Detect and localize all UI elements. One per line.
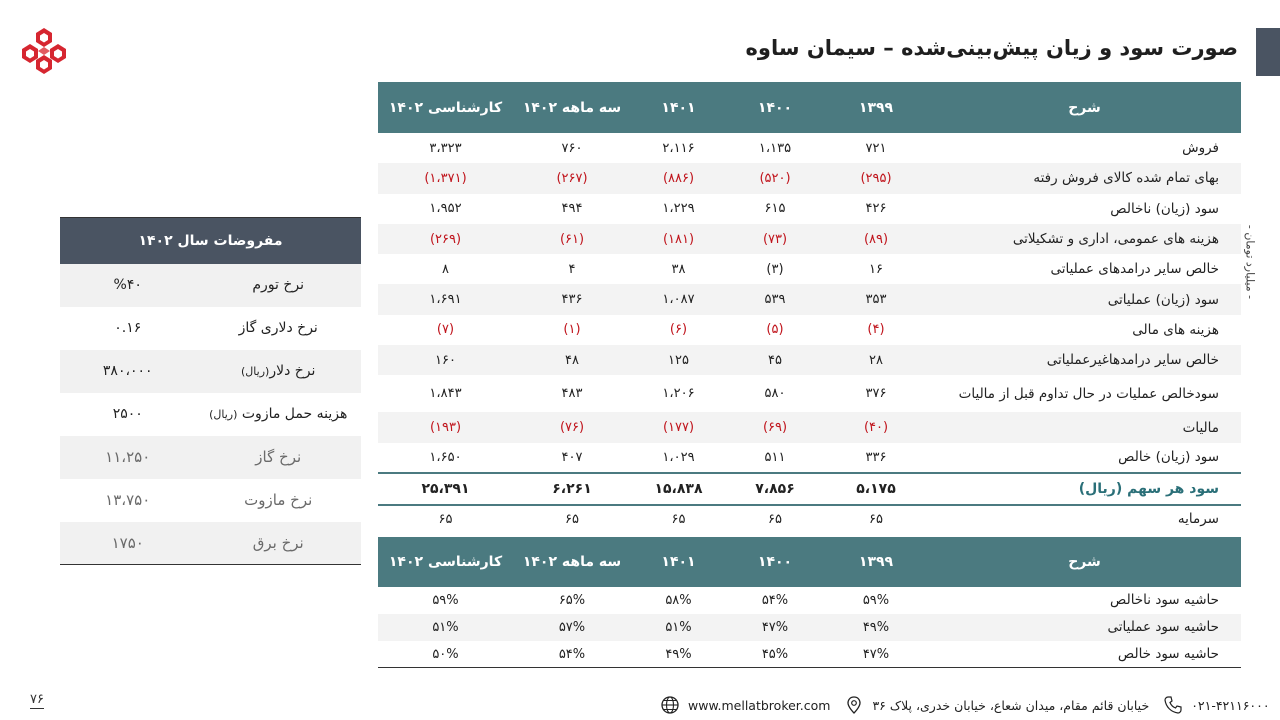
cell: ۵۱% xyxy=(631,614,726,641)
row-label: هزینه های مالی xyxy=(1132,321,1219,338)
cell: (۶۱) xyxy=(513,224,631,254)
cell: ۱،۰۸۷ xyxy=(631,284,726,314)
cell: ۶۵% xyxy=(558,592,586,608)
cell: (۶۹) xyxy=(726,412,824,442)
footer-contact xyxy=(660,694,1270,716)
cell: ۴۹% xyxy=(824,614,928,641)
cell: ۱۵،۸۳۸ xyxy=(631,473,726,505)
cell: ۴۷% xyxy=(824,641,928,668)
row-label: سود (زیان) ناخالص xyxy=(1110,200,1219,217)
row-label: هزینه های عمومی، اداری و تشکیلاتی xyxy=(928,224,1241,254)
cell: ۲۸ xyxy=(824,345,928,375)
company-logo xyxy=(20,26,68,76)
header-1400: ۱۴۰۰ xyxy=(726,82,824,133)
cell: ۲،۱۱۶ xyxy=(662,140,695,156)
cell: ۳۸ xyxy=(671,261,686,277)
cell: ۶۵ xyxy=(671,511,686,527)
cell: ۵۹% xyxy=(862,592,890,608)
table-row xyxy=(378,254,1241,284)
cell: ۲۵،۳۹۱ xyxy=(378,473,513,505)
assumption-label-cell xyxy=(195,350,361,393)
assumption-unit: (ریال) xyxy=(209,408,238,421)
title-accent-bar xyxy=(1256,28,1280,76)
header-1401: ۱۴۰۱ xyxy=(631,82,726,133)
assumption-label: نرخ برق xyxy=(195,522,361,565)
cell: ۵۴% xyxy=(513,641,631,668)
cell: ۱،۹۵۲ xyxy=(429,201,462,217)
capital-label: سرمایه xyxy=(1177,511,1219,528)
assumption-value: ۲۵۰۰ xyxy=(112,406,143,422)
website-link[interactable]: www.mellatbroker.com xyxy=(688,697,831,713)
assumption-row xyxy=(60,264,361,307)
row-label: سودخالص عملیات در حال تداوم قبل از مالیات xyxy=(958,385,1219,402)
table-header-row xyxy=(378,82,1241,133)
cell: ۵۸% xyxy=(665,592,692,608)
assumption-row xyxy=(60,436,361,479)
assumptions-table xyxy=(60,217,361,565)
cell: ۳۷۶ xyxy=(865,386,887,402)
margins-header-description: شرح xyxy=(928,535,1241,587)
assumption-value: ۳۸۰،۰۰۰ xyxy=(60,350,195,393)
table-row xyxy=(378,284,1241,314)
cell: ۴۵ xyxy=(726,345,824,375)
unit-label: - میلیارد تومان - xyxy=(1243,224,1257,300)
cell: ۳۵۳ xyxy=(824,284,928,314)
margins-header-1401: ۱۴۰۱ xyxy=(631,535,726,587)
cell: ۶۵ xyxy=(869,511,883,527)
table-row xyxy=(378,345,1241,375)
eps-label: سود هر سهم (ریال) xyxy=(928,473,1241,505)
cell: ۴۸ xyxy=(513,345,631,375)
cell: ۵۳۹ xyxy=(726,284,824,314)
page-title: صورت سود و زیان پیش‌بینی‌شده – سیمان ساوه xyxy=(745,36,1238,60)
cell: ۱،۲۲۹ xyxy=(662,201,695,217)
row-label: حاشیه سود ناخالص xyxy=(1110,592,1219,609)
header-1399: ۱۳۹۹ xyxy=(824,82,928,133)
margin-row xyxy=(378,641,1241,668)
cell: ۴۹% xyxy=(631,641,726,668)
cell: ۴ xyxy=(568,261,576,277)
table-row xyxy=(378,194,1241,224)
cell: ۱۲۵ xyxy=(631,345,726,375)
cell: (۱۸۱) xyxy=(631,224,726,254)
assumption-label: نرخ دلاری گاز xyxy=(238,320,318,336)
cell: (۱،۳۷۱) xyxy=(378,163,513,193)
cell: (۲۶۹) xyxy=(378,224,513,254)
cell: (۱) xyxy=(563,322,581,338)
location-pin-icon xyxy=(844,695,864,715)
cell: ۳۳۶ xyxy=(865,449,887,465)
assumption-value: ۰.۱۶ xyxy=(114,320,142,336)
margins-header-q1-1402: سه ماهه ۱۴۰۲ xyxy=(513,535,631,587)
cell: ۵۱% xyxy=(378,614,513,641)
assumption-row xyxy=(60,393,361,436)
cell: ۶،۲۶۱ xyxy=(513,473,631,505)
income-statement-table xyxy=(378,82,1241,668)
cell: ۵۸۰ xyxy=(764,386,786,402)
cell: ۵،۱۷۵ xyxy=(824,473,928,505)
assumption-row xyxy=(60,522,361,565)
row-label: مالیات xyxy=(928,412,1241,442)
cell: ۷۶۰ xyxy=(561,140,583,156)
cell: (۶) xyxy=(669,322,688,338)
assumptions-title: مفروضات سال ۱۴۰۲ xyxy=(60,218,361,264)
cell: ۵۰% xyxy=(378,641,513,668)
assumption-value: ۱۳،۷۵۰ xyxy=(105,491,151,509)
row-label: بهای تمام شده کالای فروش رفته xyxy=(928,163,1241,193)
assumption-value: ۱۱،۲۵۰ xyxy=(60,436,195,479)
cell: ۱۶ xyxy=(869,261,883,277)
margin-row xyxy=(378,614,1241,641)
margins-header-row xyxy=(378,535,1241,587)
row-label: حاشیه سود خالص xyxy=(928,641,1241,668)
header-q1-1402: سه ماهه ۱۴۰۲ xyxy=(513,82,631,133)
assumption-value: ۱۷۵۰ xyxy=(60,522,195,565)
cell: ۴۸۳ xyxy=(561,386,583,402)
assumption-row xyxy=(60,307,361,350)
cell: ۵۴% xyxy=(761,592,789,608)
cell: ۱،۶۹۱ xyxy=(378,284,513,314)
assumption-label: نرخ تورم xyxy=(195,264,361,307)
cell: ۴۲۶ xyxy=(865,201,887,217)
assumption-unit: (ریال) xyxy=(241,365,270,378)
cell: ۱،۲۰۶ xyxy=(662,386,695,402)
capital-row xyxy=(378,505,1241,535)
cell: ۶۵ xyxy=(438,511,453,527)
assumption-value: %۴۰ xyxy=(60,264,195,307)
table-row xyxy=(378,163,1241,193)
cell: (۴۰) xyxy=(824,412,928,442)
cell: (۵) xyxy=(766,322,784,338)
margin-row xyxy=(378,587,1241,614)
margins-header-1399: ۱۳۹۹ xyxy=(824,535,928,587)
cell: ۱،۱۳۵ xyxy=(758,140,792,156)
cell: (۷) xyxy=(436,322,455,338)
eps-row xyxy=(378,473,1241,505)
cell: ۷،۸۵۶ xyxy=(726,473,824,505)
row-label: سود (زیان) خالص xyxy=(1118,449,1219,466)
margins-header-forecast-1402: کارشناسی ۱۴۰۲ xyxy=(378,535,513,587)
cell: ۸ xyxy=(442,261,449,277)
cell: (۷۳) xyxy=(726,224,824,254)
cell: ۵۹% xyxy=(432,592,459,608)
cell: (۲۶۷) xyxy=(513,163,631,193)
cell: ۳،۳۲۳ xyxy=(429,140,462,156)
cell: ۶۵ xyxy=(768,511,782,527)
table-row xyxy=(378,443,1241,473)
assumption-label: نرخ گاز xyxy=(195,436,361,479)
cell: (۸۸۶) xyxy=(631,163,726,193)
cell: (۳) xyxy=(766,261,784,277)
cell: (۲۹۵) xyxy=(824,163,928,193)
assumption-row xyxy=(60,479,361,522)
assumption-label-cell xyxy=(195,393,361,436)
cell: ۶۱۵ xyxy=(764,201,786,217)
cell: (۵۲۰) xyxy=(726,163,824,193)
cell: ۷۲۱ xyxy=(865,140,887,156)
globe-icon xyxy=(660,695,680,715)
table-row xyxy=(378,133,1241,163)
margins-header-1400: ۱۴۰۰ xyxy=(726,535,824,587)
assumption-row xyxy=(60,350,361,393)
cell: ۶۵ xyxy=(565,511,579,527)
phone-icon xyxy=(1163,695,1183,715)
cell: ۴۳۶ xyxy=(513,284,631,314)
cell: ۵۱۱ xyxy=(764,449,786,465)
cell: ۱،۶۵۰ xyxy=(429,449,462,465)
row-label: حاشیه سود عملیاتی xyxy=(928,614,1241,641)
table-row xyxy=(378,412,1241,442)
header-forecast-1402: کارشناسی ۱۴۰۲ xyxy=(378,82,513,133)
cell: ۴۵% xyxy=(726,641,824,668)
cell: (۱۹۳) xyxy=(378,412,513,442)
cell: ۱،۸۴۳ xyxy=(429,386,462,402)
cell: ۴۰۷ xyxy=(561,449,583,465)
table-row xyxy=(378,224,1241,254)
cell: ۴۹۴ xyxy=(561,201,583,217)
header-description: شرح xyxy=(928,82,1241,133)
assumption-label: هزینه حمل مازوت xyxy=(241,406,348,422)
cell: (۸۹) xyxy=(824,224,928,254)
row-label: فروش xyxy=(1182,140,1219,157)
cell: (۷۶) xyxy=(513,412,631,442)
cell: ۱،۰۲۹ xyxy=(662,449,695,465)
cell: (۴) xyxy=(867,322,885,338)
row-label: سود (زیان) عملیاتی xyxy=(928,284,1241,314)
row-label: خالص سایر درامدهاغیرعملیاتی xyxy=(928,345,1241,375)
address-text: خیابان قائم مقام، میدان شعاع، خیابان خدری، پلاک ۳۶ xyxy=(872,697,1150,713)
cell: ۴۷% xyxy=(726,614,824,641)
table-row xyxy=(378,375,1241,412)
cell: ۵۷% xyxy=(513,614,631,641)
table-row xyxy=(378,315,1241,345)
cell: (۱۷۷) xyxy=(631,412,726,442)
row-label: خالص سایر درامدهای عملیاتی xyxy=(1050,261,1219,278)
page-number: ۷۶ xyxy=(30,692,44,707)
cell: ۱۶۰ xyxy=(378,345,513,375)
phone-number[interactable]: ۰۲۱-۴۲۱۱۶۰۰۰ xyxy=(1191,697,1270,713)
assumption-label: نرخ مازوت xyxy=(244,491,313,509)
assumption-label: نرخ دلار xyxy=(269,363,316,379)
